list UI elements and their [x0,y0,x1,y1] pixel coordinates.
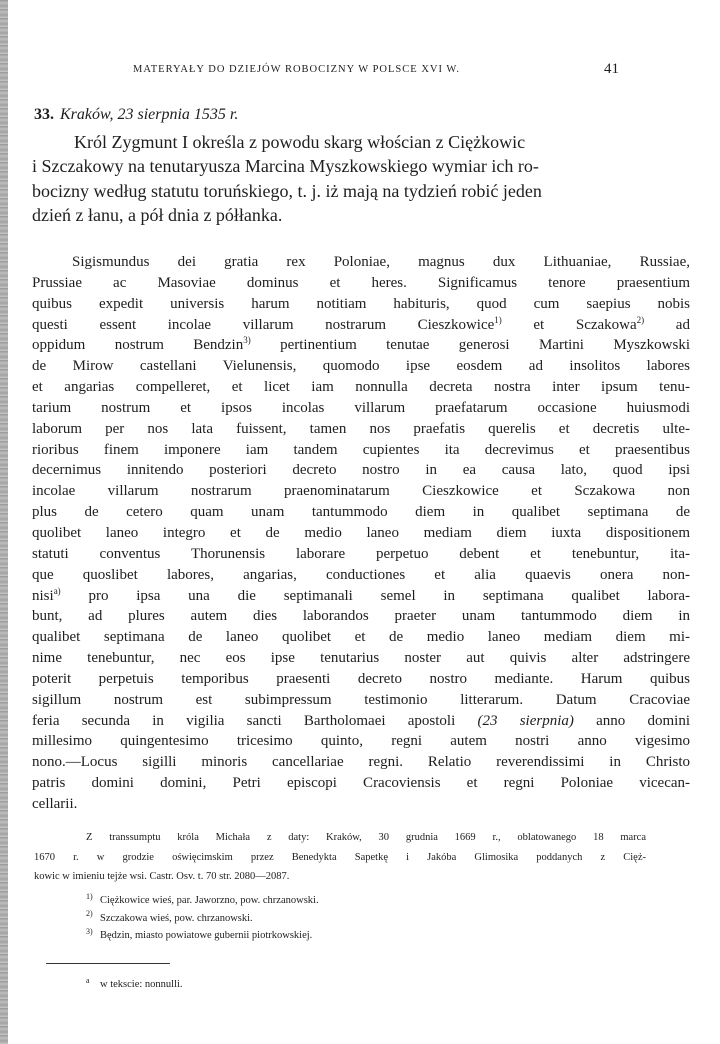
body-line [32,586,690,607]
source-note-line: 1670 r. w grodzie oświęcimskim przez Benedykta Sapetkę i Jakóba Glimosika poddanych z Cięż- [34,851,646,863]
page-number: 41 [604,61,619,77]
body-line: et angarias compelleret, et licet iam nonnulla decreta nostra inter ipsum tenu- [32,379,690,396]
source-note-line: kowic w imieniu tejże wsi. Castr. Osv. t. 70 str. 2080—2087. [34,871,290,882]
summary-line: dzień z łanu, a pół dnia z półłanka. [32,204,283,225]
body-line: patris domini domini, Petri episcopi Cracoviensis et regni Poloniae vicecan- [32,775,690,792]
footnote: 1) Ciężkowice wieś, par. Jaworzno, pow. chrzanowski. [86,891,319,906]
body-line: millesimo quingentesimo tricesimo quinto, regni autem nostri anno vigesimo [32,733,690,750]
body-line: Prussiae ac Masoviae dominus et heres. Significamus tenore praesentium [32,274,690,291]
body-fragment: pertinentium tenutae generosi Martini Myszkowski [250,337,690,354]
footnote-ref: 3) [243,335,251,346]
footnote-ref: 1) [494,314,502,325]
document-number: 33. [34,106,54,123]
footnote-ref: 2) [636,314,645,325]
summary-line: i Szczakowy na tenutaryusza Marcina Myszkowskiego wymiar ich ro- [32,156,539,177]
body-line: decernimus innitendo posteriori decreto nostro in ea causa lato, quod ipsi [32,462,690,479]
summary-line: Król Zygmunt I określa z powodu skarg włościan z Ciężkowic [74,132,526,152]
body-line: nime tenebuntur, nec eos ipse tenutarius noster aut quivis alter adstringere [32,650,690,667]
body-line [32,335,690,356]
source-note [34,828,646,887]
body-line: statuti conventus Thorunensis laborare perpetuo debent et tenebuntur, ita- [32,545,690,562]
footnote: 3) Będzin, miasto powiatowe gubernii piotrkowskiej. [86,926,313,941]
footnote: 2) Szczakowa wieś, pow. chrzanowski. [86,909,253,924]
source-note-line: Z transsumptu króla Michała z daty: Kraków, 30 grudnia 1669 r., oblatowanego 18 marca [86,832,646,843]
body-fragment: nisi [32,587,54,604]
body-line: rioribus finem imponere iam tandem cupientes ita decrevimus et praesentibus [32,441,690,458]
body-line [32,711,690,732]
variant-note: a w tekscie: nonnulli. [86,975,183,990]
body-line: quibus expedit universis harum notitiam habituris, quod cum saepius nobis [32,295,690,312]
footnote-separator [46,963,170,964]
body-fragment: pro ipsa una die septimanali semel in septimana qualibet labora- [60,587,690,604]
body-line: bunt, ad plures autem dies laborandos praeter unam tantummodo diem in [32,608,690,625]
body-line: tarium nostrum et ipsos incolas villarum praefatarum occasione huiusmodi [32,399,690,416]
footnotes [86,892,586,945]
body-fragment: oppidum nostrum Bendzin [32,337,244,354]
body-line: de Mirow castellani Vielunensis, quomodo ipse eosdem ad insolitos labores [32,358,690,375]
summary-line: bocizny według statutu toruńskiego, t. j. iż mają na tydzień robić jeden [32,180,542,201]
footnote-text: Ciężkowice wieś, par. Jaworzno, pow. chrzanowski. [100,895,319,906]
body-line: incolae villarum nostrarum praenominatarum Cieszkowice et Sczakowa non [32,483,690,500]
running-header [0,61,720,80]
latin-document-text [32,252,690,815]
variant-ref: a) [53,585,61,596]
document-place-date: Kraków, 23 sierpnia 1535 r. [60,106,239,123]
body-fragment: ad [644,316,690,333]
variant-text: w tekscie: nonnulli. [100,979,183,990]
book-spine-edge [0,0,8,1044]
editor-date-insert: (23 sierpnia) [477,712,574,729]
body-fragment: feria secunda in vigilia sancti Bartholomaei apostoli [32,712,478,729]
document-summary [32,130,690,227]
body-fragment: questi essent incolae villarum nostrarum Cieszkowice [32,316,495,333]
body-line: nono.—Locus sigilli minoris cancellariae regni. Relatio reverendissimi in Christo [32,754,690,771]
body-line: quolibet laneo integro et de medio laneo mediam diem iuxta dispositionem [32,524,690,541]
footnote-text: Będzin, miasto powiatowe gubernii piotrkowskiej. [100,930,313,941]
body-line [32,315,690,336]
body-line: qualibet septimana de laneo quolibet et de medio laneo mediam diem mi- [32,629,690,646]
body-line: sigillum nostrum est subimpressum testimonio litterarum. Datum Cracoviae [32,691,690,708]
body-line: plus de cetero quam unam tantummodo diem in qualibet septimana de [32,504,690,521]
body-line: que quoslibet labores, angarias, conductiones et alia quaevis onera non- [32,566,690,583]
body-fragment: et Sczakowa [501,316,637,333]
body-line: Sigismundus dei gratia rex Poloniae, magnus dux Lithuaniae, Russiae, [72,254,690,270]
document-heading [34,106,238,124]
footnote-text: Szczakowa wieś, pow. chrzanowski. [100,912,253,924]
body-line: laborum per nos lata fuissent, tamen nos praefatis querelis et decretis ulte- [32,420,690,437]
body-fragment: anno domini [573,712,690,729]
body-line: poterit perpetuis temporibus praesenti decreto nostro mediante. Harum quibus [32,670,690,687]
running-header-title: MATERYAŁY DO DZIEJÓW ROBOCIZNY W POLSCE XVI W. [133,64,460,75]
body-line: cellarii. [32,795,78,812]
